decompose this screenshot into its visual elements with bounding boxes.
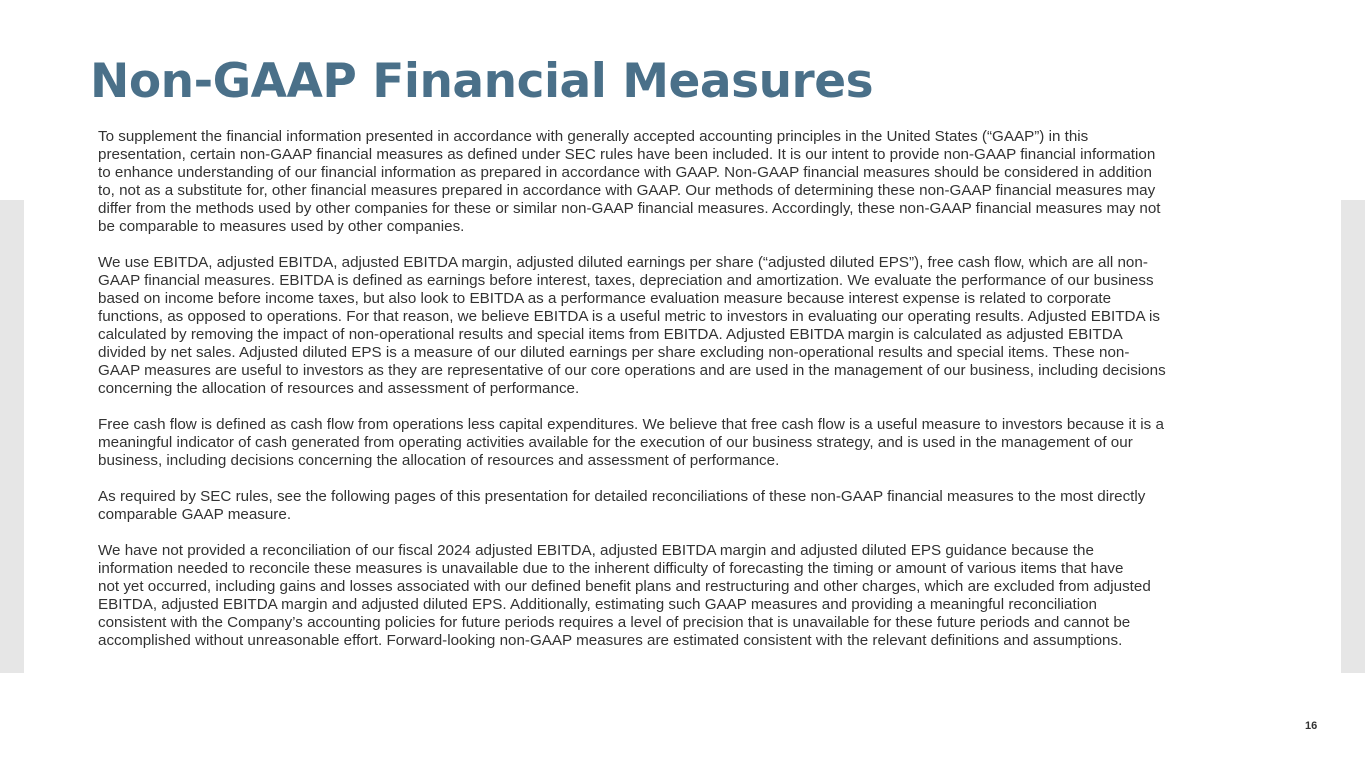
paragraph [98, 128, 1298, 236]
paragraph-line: meaningful indicator of cash generated from operating activities available for the execution of our business strategy, and is used in the management of our [98, 434, 1133, 451]
paragraph-line: We use EBITDA, adjusted EBITDA, adjusted EBITDA margin, adjusted diluted earnings per share (“adjusted diluted EPS”), free cash flow, which are all non- [98, 254, 1148, 271]
paragraph-line: not yet occurred, including gains and losses associated with our defined benefit plans and restructuring and other charges, which are excluded from adjusted [98, 578, 1151, 595]
paragraph-line: concerning the allocation of resources and assessment of performance. [98, 380, 580, 397]
paragraph [98, 542, 1298, 650]
paragraph-line: comparable GAAP measure. [98, 506, 292, 523]
paragraph-line: consistent with the Company’s accounting policies for future periods requires a level of precision that is unavailable for these future periods and cannot be [98, 614, 1131, 631]
page-title: Non-GAAP Financial Measures [90, 54, 874, 109]
paragraph-line: to enhance understanding of our financial information as prepared in accordance with GAAP. Non-GAAP financial measures should be considered in addition [98, 164, 1152, 181]
paragraph-line: business, including decisions concerning the allocation of resources and assessment of performance. [98, 452, 780, 469]
paragraph-line: As required by SEC rules, see the following pages of this presentation for detailed reconciliations of these non-GAAP financial measures to the most directly [98, 488, 1146, 505]
paragraph-line: Free cash flow is defined as cash flow from operations less capital expenditures. We believe that free cash flow is a useful measure to investors because it is a [98, 416, 1164, 433]
paragraph-line: To supplement the financial information presented in accordance with generally accepted accounting principles in the United States (“GAAP”) in this [98, 128, 1089, 145]
paragraph-line: EBITDA, adjusted EBITDA margin and adjusted diluted EPS. Additionally, estimating such GAAP measures and providing a meaningful reconciliation [98, 596, 1097, 613]
paragraph-line: to, not as a substitute for, other financial measures prepared in accordance with GAAP. Our methods of determining these non-GAAP financial measures may [98, 182, 1156, 199]
paragraph [98, 488, 1298, 524]
paragraph-line: information needed to reconcile these measures is unavailable due to the inherent difficulty of forecasting the timing or amount of various items that have [98, 560, 1124, 577]
paragraph-line: presentation, certain non-GAAP financial measures as defined under SEC rules have been included. It is our intent to provide non-GAAP financial information [98, 146, 1156, 163]
paragraph-line: calculated by removing the impact of non-operational results and special items from EBITDA. Adjusted EBITDA margin is calculated as adjusted EBITDA [98, 326, 1123, 343]
paragraph-line: We have not provided a reconciliation of our fiscal 2024 adjusted EBITDA, adjusted EBITDA margin and adjusted diluted EPS guidance because the [98, 542, 1094, 559]
paragraph-line: differ from the methods used by other companies for these or similar non-GAAP financial measures. Accordingly, these non-GAAP financial measures may not [98, 200, 1161, 217]
right-side-bar [1341, 200, 1365, 673]
body-text [98, 128, 1298, 668]
paragraph [98, 416, 1298, 470]
paragraph-line: based on income before income taxes, but also look to EBITDA as a performance evaluation measure because interest expense is related to corporate [98, 290, 1112, 307]
paragraph [98, 254, 1298, 398]
paragraph-line: GAAP measures are useful to investors as they are representative of our core operations and are used in the management of our business, including decisions [98, 362, 1166, 379]
left-side-bar [0, 200, 24, 673]
paragraph-line: be comparable to measures used by other companies. [98, 218, 465, 235]
paragraph-line: functions, as opposed to operations. For that reason, we believe EBITDA is a useful metric to investors in evaluating our operating results. Adjusted EBITDA is [98, 308, 1160, 325]
paragraph-line: GAAP financial measures. EBITDA is defined as earnings before interest, taxes, depreciation and amortization. We evaluate the performance of our business [98, 272, 1154, 289]
paragraph-line: accomplished without unreasonable effort. Forward-looking non-GAAP measures are estimated consistent with the relevant definitions and assumptions. [98, 632, 1123, 649]
paragraph-line: divided by net sales. Adjusted diluted EPS is a measure of our diluted earnings per share excluding non-operational results and special items. These non- [98, 344, 1130, 361]
page-number: 16 [1305, 720, 1318, 732]
